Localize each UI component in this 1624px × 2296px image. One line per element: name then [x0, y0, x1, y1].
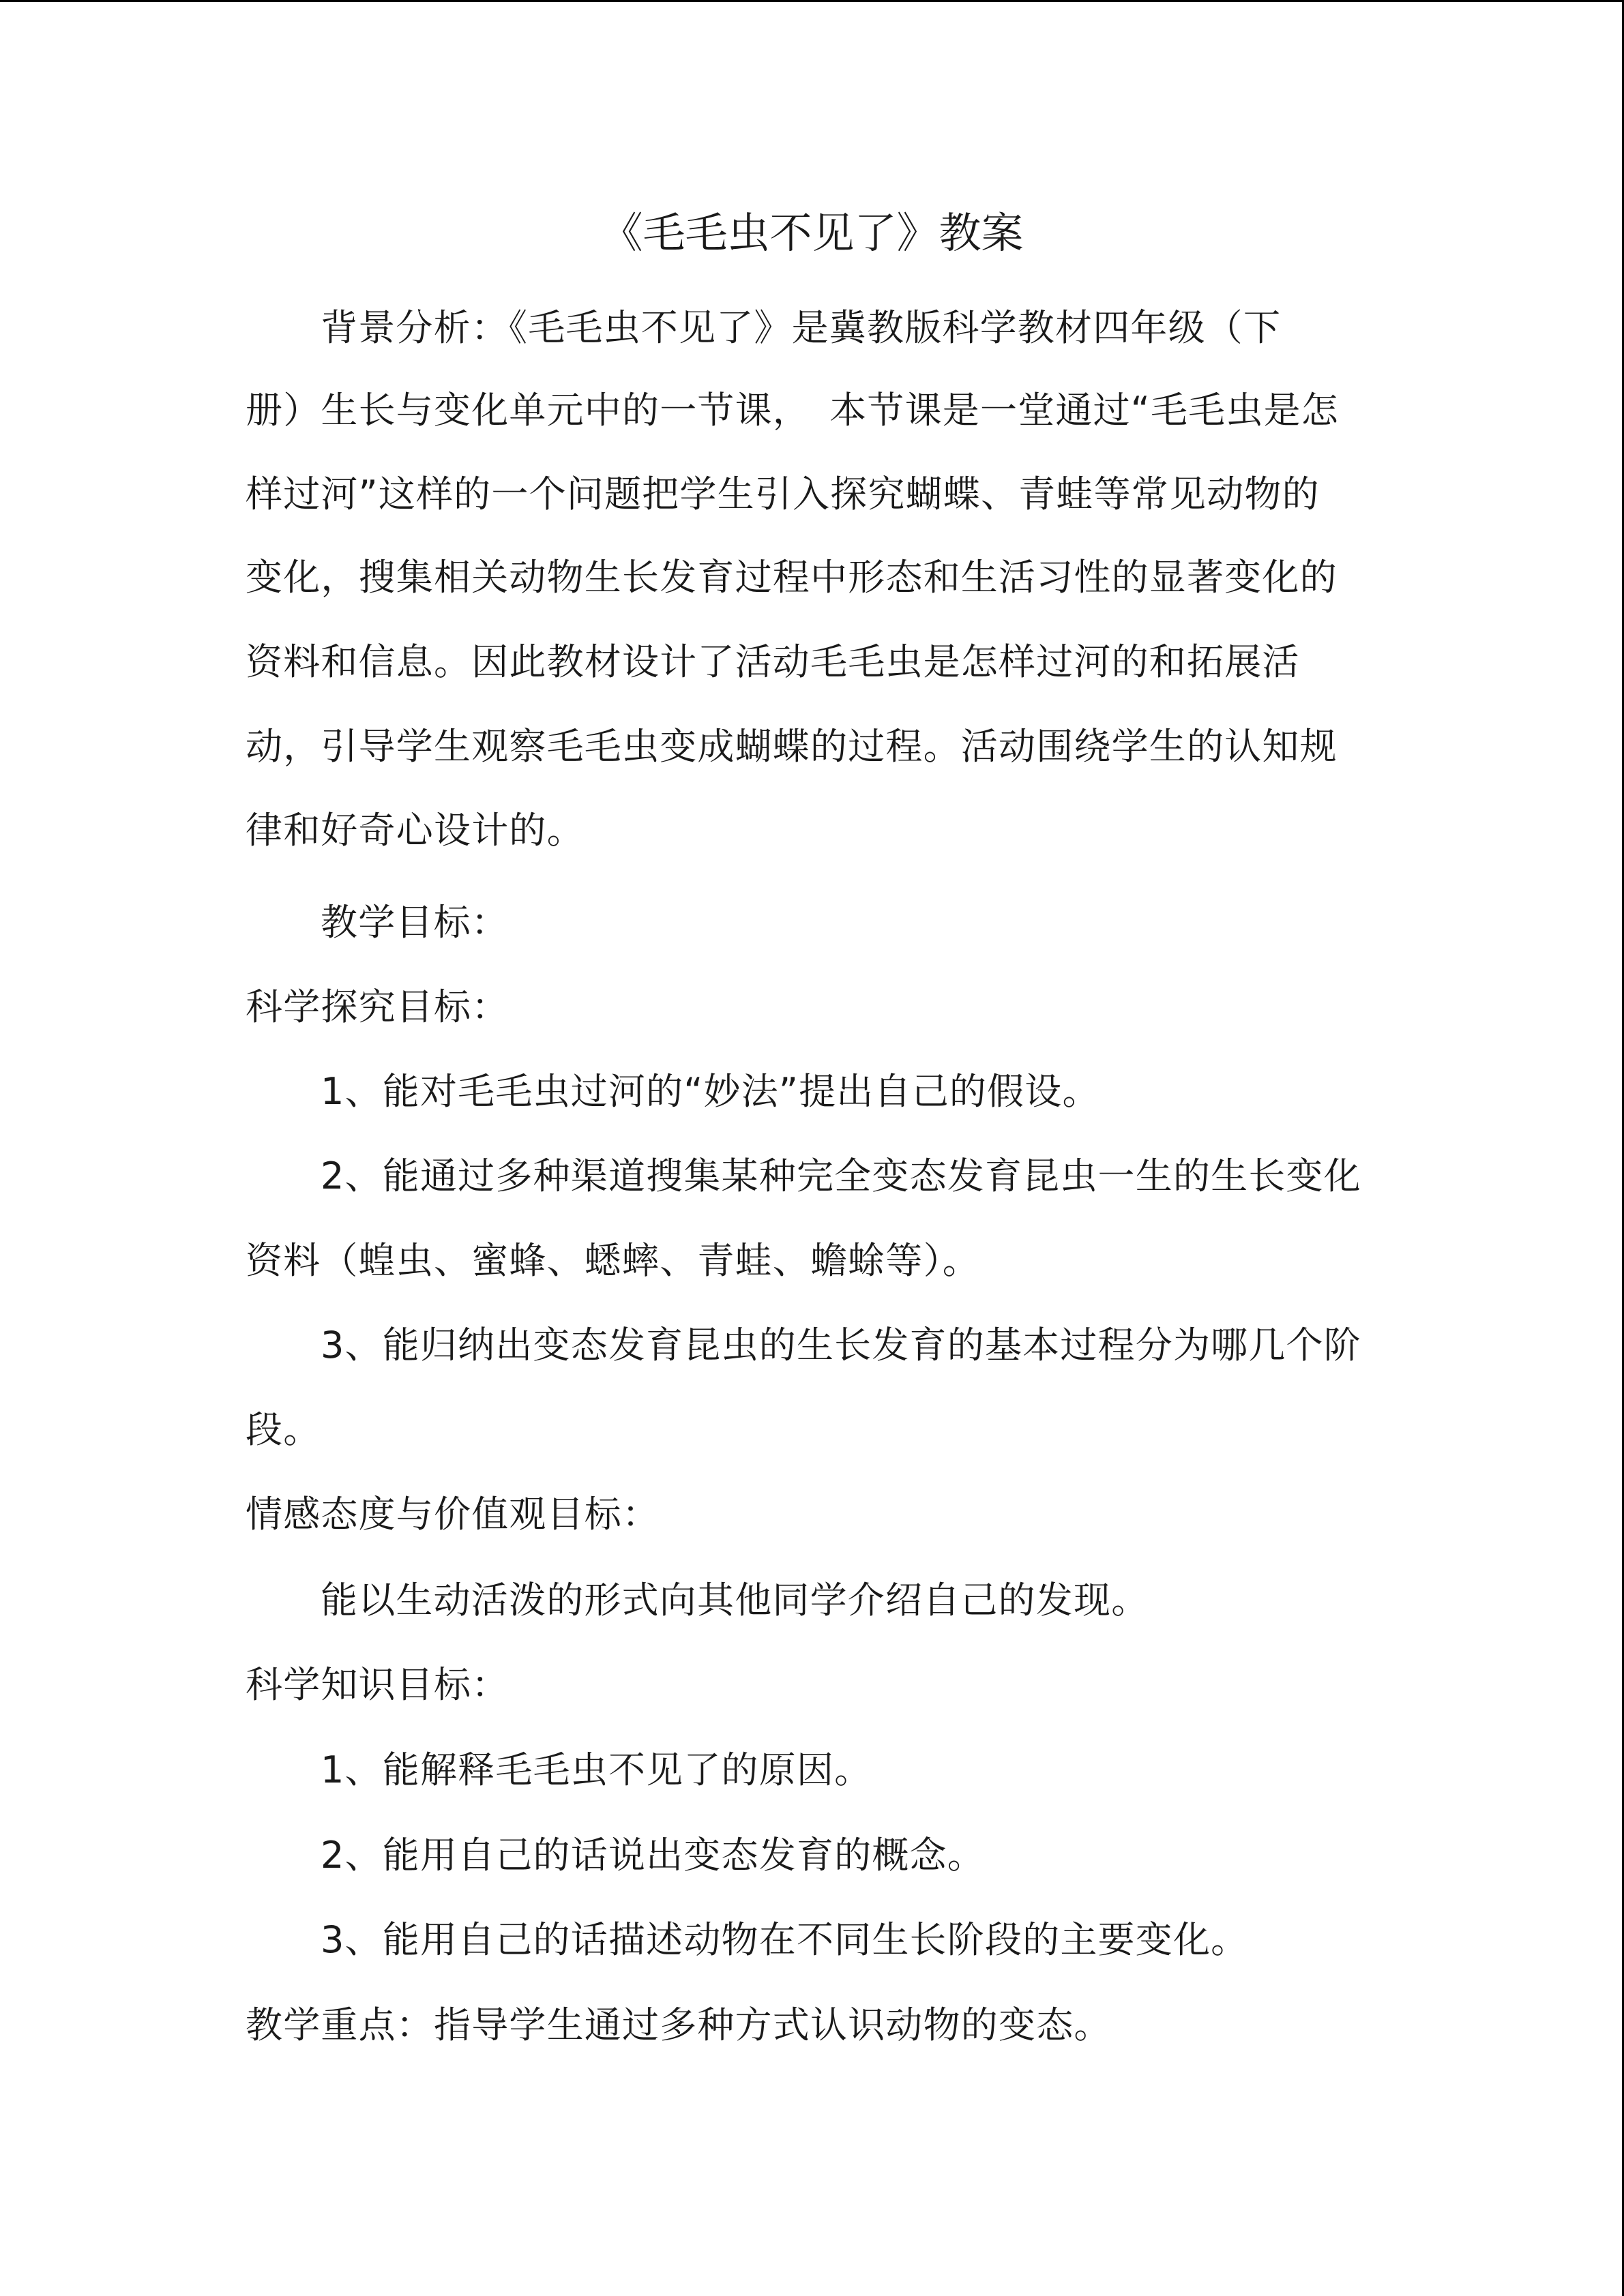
background-line-7: 律和好奇心设计的。 — [246, 809, 585, 852]
background-line-6: 动，引导学生观察毛毛虫变成蝴蝶的过程。活动围绕学生的认知规 — [246, 725, 1338, 768]
teaching-focus: 教学重点：指导学生通过多种方式认识动物的变态。 — [246, 2003, 1112, 2046]
inquiry-goal-2-cont: 资料（蝗虫、蜜蜂、蟋蟀、青蛙、蟾蜍等）。 — [246, 1239, 980, 1282]
knowledge-goal-1: 1、能解释毛毛虫不见了的原因。 — [321, 1748, 872, 1791]
background-line-3: 样过河”这样的一个问题把学生引入探究蝴蝶、青蛙等常见动物的 — [246, 473, 1320, 516]
document-title: 《毛毛虫不见了》教案 — [600, 208, 1024, 258]
knowledge-goals-heading: 科学知识目标： — [246, 1663, 510, 1706]
inquiry-goal-1: 1、能对毛毛虫过河的“妙法”提出自己的假设。 — [321, 1070, 1100, 1113]
inquiry-goal-2: 2、能通过多种渠道搜集某种完全变态发育昆虫一生的生长变化 — [321, 1154, 1361, 1197]
background-line-2: 册）生长与变化单元中的一节课， 本节课是一堂通过“毛毛虫是怎 — [246, 389, 1339, 432]
knowledge-goal-2: 2、能用自己的话说出变态发育的概念。 — [321, 1834, 985, 1877]
background-line-4: 变化，搜集相关动物生长发育过程中形态和生活习性的显著变化的 — [246, 556, 1338, 599]
inquiry-goal-3-cont: 段。 — [246, 1408, 321, 1451]
attitude-goal-1: 能以生动活泼的形式向其他同学介绍自己的发现。 — [321, 1579, 1149, 1622]
inquiry-goal-3: 3、能归纳出变态发育昆虫的生长发育的基本过程分为哪几个阶 — [321, 1324, 1361, 1367]
background-line-5: 资料和信息。因此教材设计了活动毛毛虫是怎样过河的和拓展活 — [246, 640, 1300, 683]
attitude-goals-heading: 情感态度与价值观目标： — [246, 1493, 660, 1536]
background-line-1: 背景分析：《毛毛虫不见了》是冀教版科学教材四年级（下 — [321, 306, 1282, 349]
page-top-border — [0, 0, 1624, 2]
knowledge-goal-3: 3、能用自己的话描述动物在不同生长阶段的主要变化。 — [321, 1918, 1249, 1961]
inquiry-goals-heading: 科学探究目标： — [246, 985, 510, 1028]
teaching-goals-heading: 教学目标： — [321, 901, 509, 944]
